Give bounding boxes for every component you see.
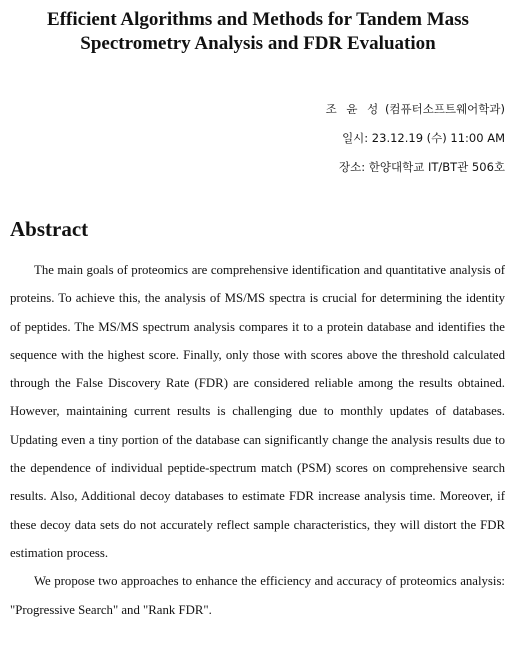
abstract-body — [10, 256, 505, 624]
document-title — [14, 8, 502, 56]
author-line — [326, 95, 505, 124]
title-line-1: Efficient Algorithms and Methods for Tandem Mass — [47, 9, 469, 30]
author-affiliation: (컴퓨터소프트웨어학과) — [384, 102, 505, 116]
abstract-paragraph-2: We propose two approaches to enhance the efficiency and accuracy of proteomics analysis: "Progressive Search" and "Rank FDR". — [10, 574, 505, 617]
abstract-heading: Abstract — [10, 217, 89, 241]
title-line-2: Spectrometry Analysis and FDR Evaluation — [80, 33, 436, 54]
presentation-info — [326, 95, 505, 182]
location-line: 장소: 한양대학교 IT/BT관 506호 — [339, 160, 505, 174]
datetime-line: 일시: 23.12.19 (수) 11:00 AM — [342, 131, 505, 145]
author-name: 조 윤 성 — [325, 102, 382, 116]
abstract-paragraph-1: The main goals of proteomics are comprehensive identification and quantitative analysis of proteins. To achieve this, the analysis of MS/MS spectra is crucial for determining the identity of peptides. The MS/MS spectrum analysis compares it to a protein database and identifies the sequence with the highest score. Finally, only those with scores above the threshold calculated through the False Discovery Rate (FDR) are considered reliable among the results obtained. However, maintaining current results is challenging due to monthly updates of databases. Updating even a tiny portion of the database can significantly change the analysis results due to the dependence of individual peptide-spectrum match (PSM) scores on comprehensive search results. Also, Additional decoy databases to estimate FDR increase analysis time. Moreover, if these decoy data sets do not accurately reflect sample characteristics, they will distort the FDR estimation process. — [10, 263, 505, 560]
